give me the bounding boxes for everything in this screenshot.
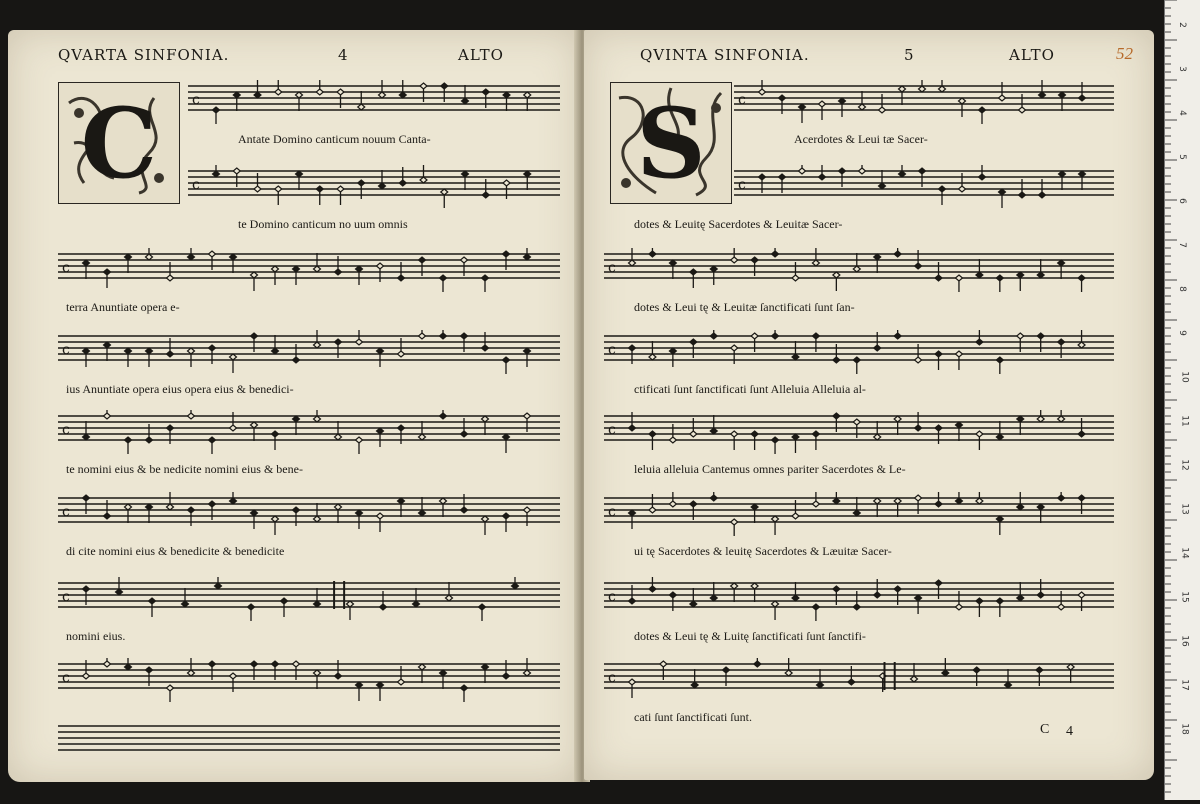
left-page-number: 4	[338, 46, 349, 64]
svg-text:c: c	[608, 589, 616, 605]
ruler-label: 2	[1176, 22, 1187, 28]
left-page-title: QVARTA SINFONIA.	[58, 46, 230, 64]
music-staff	[604, 658, 1114, 702]
music-staff	[604, 410, 1114, 454]
music-staff	[604, 248, 1114, 292]
lyric-line: ctificati ſunt ſanctificati ſunt Alleluia Alleluia al-	[634, 382, 866, 396]
music-staff	[604, 492, 1114, 536]
folio-note: 52	[1116, 44, 1133, 63]
signature-number: 4	[1066, 724, 1073, 739]
lyric-line: dotes & Leuitę Sacerdotes & Leuitæ Sacer-	[634, 217, 843, 231]
svg-text:c: c	[608, 504, 616, 520]
ruler-label: 13	[1179, 503, 1190, 515]
svg-text:c: c	[192, 92, 200, 108]
lyric-line: Antate Domino canticum nouum Canta-	[238, 132, 431, 146]
ruler-label: 18	[1179, 723, 1190, 735]
ruler-label: 14	[1179, 547, 1190, 559]
right-page	[584, 30, 1154, 780]
music-staff	[604, 330, 1114, 374]
music-staff	[58, 410, 560, 454]
ruler-label: 4	[1176, 110, 1187, 116]
music-staff	[58, 330, 560, 374]
ruler-label: 12	[1179, 459, 1190, 471]
lyric-line: leluia alleluia Cantemus omnes pariter Sacerdotes & Le-	[634, 462, 906, 476]
left-decorated-initial	[58, 82, 180, 204]
right-voice-label: ALTO	[1009, 46, 1055, 64]
music-staff	[604, 577, 1114, 621]
music-staff	[58, 248, 560, 292]
ruler-label: 17	[1179, 679, 1190, 691]
music-staff	[188, 165, 560, 209]
lyric-line: di cite nomini eius & benedicite & benedicite	[66, 544, 285, 558]
left-page	[8, 30, 580, 782]
signature-mark: C	[1040, 722, 1050, 737]
svg-text:c: c	[62, 422, 70, 438]
ruler-label: 9	[1176, 330, 1187, 336]
svg-text:c: c	[608, 342, 616, 358]
ruler-label: 15	[1179, 591, 1190, 603]
svg-text:c: c	[608, 670, 616, 686]
music-staff	[58, 658, 560, 702]
music-staff	[58, 492, 560, 536]
ruler-label: 11	[1179, 415, 1190, 427]
lyric-line: dotes & Leui tę & Luitę ſanctificati ſunt ſanctifi-	[634, 629, 866, 643]
svg-text:c: c	[62, 260, 70, 276]
right-decorated-initial	[610, 82, 732, 204]
svg-text:c: c	[192, 177, 200, 193]
svg-text:c: c	[62, 342, 70, 358]
ruler-label: 10	[1179, 371, 1190, 383]
ruler-label: 3	[1176, 66, 1187, 72]
right-page-title: QVINTA SINFONIA.	[640, 46, 810, 64]
left-initial-letter: C	[80, 87, 158, 200]
lyric-line: ui tę Sacerdotes & leuitę Sacerdotes & Læuitæ Sacer-	[634, 544, 892, 558]
music-staff	[734, 165, 1114, 209]
right-page-number: 5	[904, 46, 915, 64]
music-staff-blank	[58, 720, 560, 764]
measurement-ruler	[1164, 0, 1200, 800]
svg-text:c: c	[608, 422, 616, 438]
svg-text:c: c	[62, 504, 70, 520]
lyric-line: cati ſunt ſanctificati ſunt.	[634, 710, 752, 724]
ruler-label: 7	[1176, 242, 1187, 248]
svg-text:c: c	[738, 92, 746, 108]
music-staff	[188, 80, 560, 124]
svg-text:c: c	[62, 589, 70, 605]
ruler-label: 5	[1176, 154, 1187, 160]
lyric-line: te nomini eius & be nedicite nomini eius & bene-	[66, 462, 303, 476]
music-staff	[58, 577, 560, 621]
music-staff	[734, 80, 1114, 124]
right-initial-letter: S	[636, 87, 706, 200]
svg-text:c: c	[62, 670, 70, 686]
svg-text:c: c	[738, 177, 746, 193]
lyric-line: Acerdotes & Leui tæ Sacer-	[794, 132, 928, 146]
svg-text:c: c	[608, 260, 616, 276]
lyric-line: dotes & Leui tę & Leuitæ ſanctificati ſunt ſan-	[634, 300, 855, 314]
lyric-line: nomini eius.	[66, 629, 126, 643]
ruler-label: 16	[1179, 635, 1190, 647]
ruler-label: 8	[1176, 286, 1187, 292]
lyric-line: te Domino canticum no uum omnis	[238, 217, 408, 231]
ruler-label: 6	[1176, 198, 1187, 204]
lyric-line: terra Anuntiate opera e-	[66, 300, 180, 314]
left-voice-label: ALTO	[458, 46, 504, 64]
lyric-line: ius Anuntiate opera eius opera eius & benedici-	[66, 382, 294, 396]
